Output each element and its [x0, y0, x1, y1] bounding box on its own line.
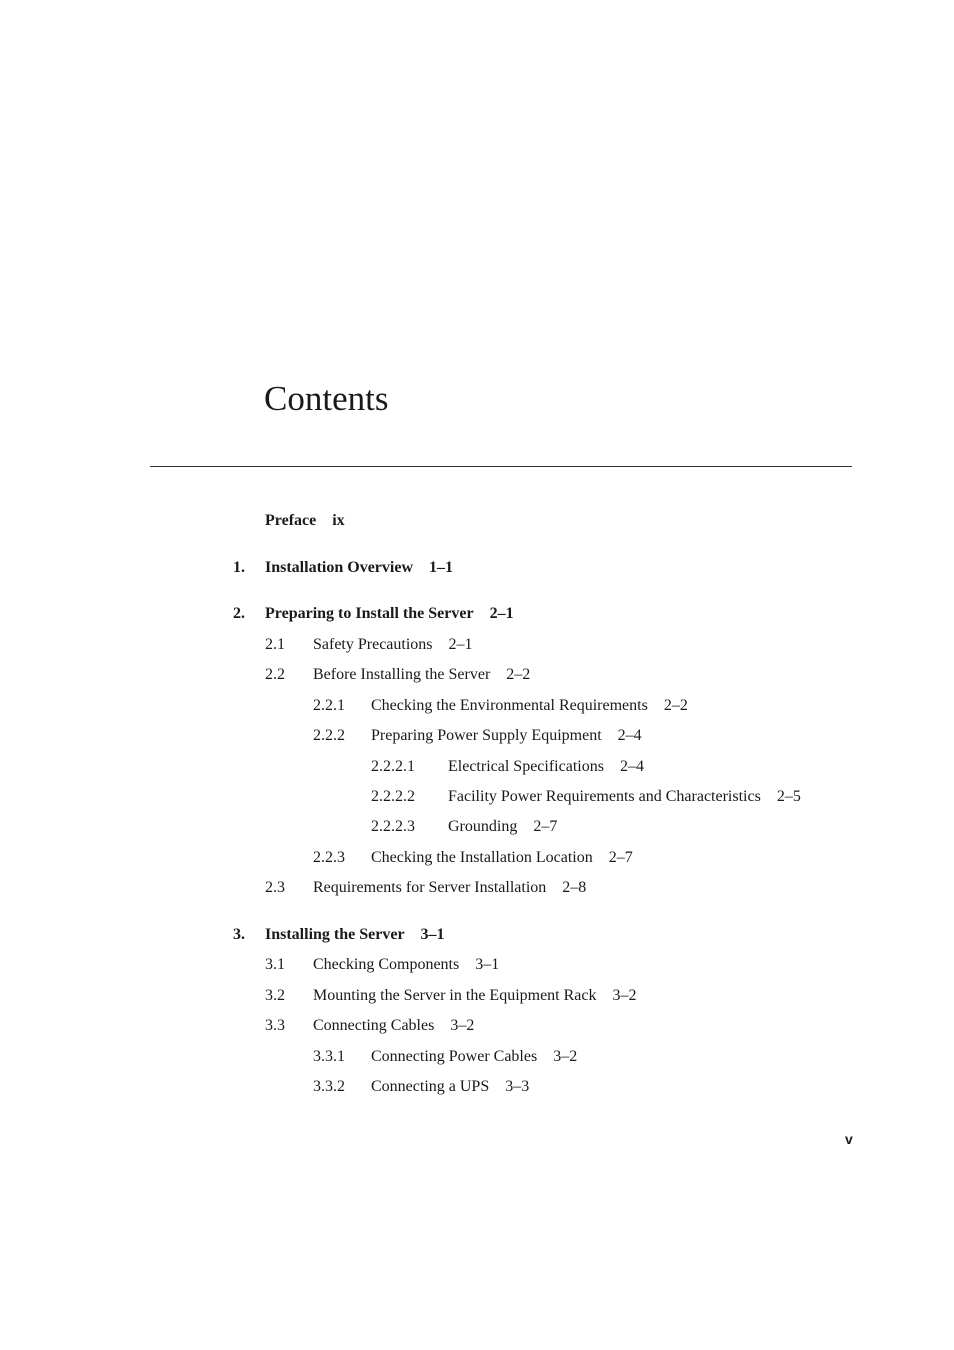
toc-entry-title-group: [313, 665, 530, 685]
toc-entry-title-group: [265, 925, 445, 945]
toc-entry-title-group: [313, 635, 473, 655]
toc-entry-number: 2.2.2: [313, 727, 345, 744]
toc-entry-title-group: [448, 757, 644, 777]
toc-entry-number: 2.3: [265, 879, 285, 896]
toc-entry-title: Connecting Power Cables: [371, 1048, 538, 1065]
toc-entry-title-group: [265, 558, 453, 578]
toc-entry-title-group: [371, 696, 688, 716]
page-number: v: [845, 1131, 853, 1147]
toc-entry-title-group: [448, 787, 801, 807]
toc-entry-title: Checking Components: [313, 956, 460, 973]
toc-entry-number: 3.2: [265, 987, 285, 1004]
toc-entry-number: 3.3.2: [313, 1078, 345, 1095]
toc-entry-page: 2–2: [663, 697, 688, 714]
toc-entry-number: 3.3.1: [313, 1048, 345, 1065]
toc-entry-page: ix: [332, 512, 345, 529]
toc-entry-number: 2.: [233, 605, 245, 622]
toc-entry-title: Before Installing the Server: [313, 666, 491, 683]
toc-entry-page: 2–1: [489, 605, 514, 622]
toc-entry-title-group: [265, 511, 345, 531]
toc-entry-title-group: [313, 878, 586, 898]
toc-entry-title-group: [313, 955, 499, 975]
toc-entry-page: 3–2: [450, 1017, 475, 1034]
toc-entry-title: Preparing Power Supply Equipment: [371, 727, 602, 744]
toc-entry-number: 2.1: [265, 636, 285, 653]
toc-entry-title: Checking the Environmental Requirements: [371, 697, 648, 714]
toc-entry-title: Preparing to Install the Server: [265, 605, 474, 622]
toc-entry-number: 2.2.2.2: [371, 788, 415, 805]
page-title: Contents: [264, 379, 389, 418]
toc-entry-title: Safety Precautions: [313, 636, 433, 653]
toc-entry-title: Connecting Cables: [313, 1017, 435, 1034]
toc-entry-title: Electrical Specifications: [448, 758, 604, 775]
toc-entry-page: 2–1: [448, 636, 473, 653]
toc-entry-title: Requirements for Server Installation: [313, 879, 547, 896]
toc-entry-number: 2.2: [265, 666, 285, 683]
toc-entry-number: 2.2.1: [313, 697, 345, 714]
toc-entry-title: Connecting a UPS: [371, 1078, 490, 1095]
toc-entry-title: Facility Power Requirements and Characteristics: [448, 788, 761, 805]
toc-entry-title: Checking the Installation Location: [371, 849, 593, 866]
toc-entry-title-group: [448, 817, 557, 837]
toc-entry-number: 2.2.3: [313, 849, 345, 866]
toc-entry-page: 2–8: [562, 879, 587, 896]
toc-entry-page: 2–2: [506, 666, 531, 683]
toc-entry-number: 3.3: [265, 1017, 285, 1034]
toc-entry-title: Mounting the Server in the Equipment Rack: [313, 987, 597, 1004]
toc-entry-title-group: [371, 1077, 529, 1097]
toc-entry-title: Installing the Server: [265, 926, 405, 943]
toc-entry-number: 2.2.2.1: [371, 758, 415, 775]
toc-entry-title-group: [371, 726, 642, 746]
toc-entry-page: 3–2: [612, 987, 637, 1004]
toc-entry-page: 3–2: [553, 1048, 578, 1065]
toc-entry-page: 3–3: [505, 1078, 530, 1095]
toc-entry-page: 2–7: [608, 849, 633, 866]
toc-entry-page: 2–4: [617, 727, 642, 744]
toc-entry-title-group: [265, 604, 514, 624]
toc-entry-page: 2–4: [619, 758, 644, 775]
toc-entry-page: 3–1: [420, 926, 445, 943]
toc-entry-title: Installation Overview: [265, 559, 413, 576]
toc-entry-title-group: [313, 986, 637, 1006]
toc-entry-number: 3.1: [265, 956, 285, 973]
toc-entry-page: 2–5: [776, 788, 801, 805]
toc-entry-page: 3–1: [475, 956, 500, 973]
toc-entry-page: 2–7: [533, 818, 558, 835]
toc-entry-title-group: [371, 1047, 577, 1067]
toc-entry-title: Preface: [265, 512, 317, 529]
toc-entry-number: 3.: [233, 926, 245, 943]
toc-entry-number: 1.: [233, 559, 245, 576]
toc-entry-page: 1–1: [429, 559, 453, 576]
toc-entry-title: Grounding: [448, 818, 518, 835]
toc-entry-number: 2.2.2.3: [371, 818, 415, 835]
toc-entry-title-group: [371, 848, 633, 868]
toc-entry-title-group: [313, 1016, 474, 1036]
